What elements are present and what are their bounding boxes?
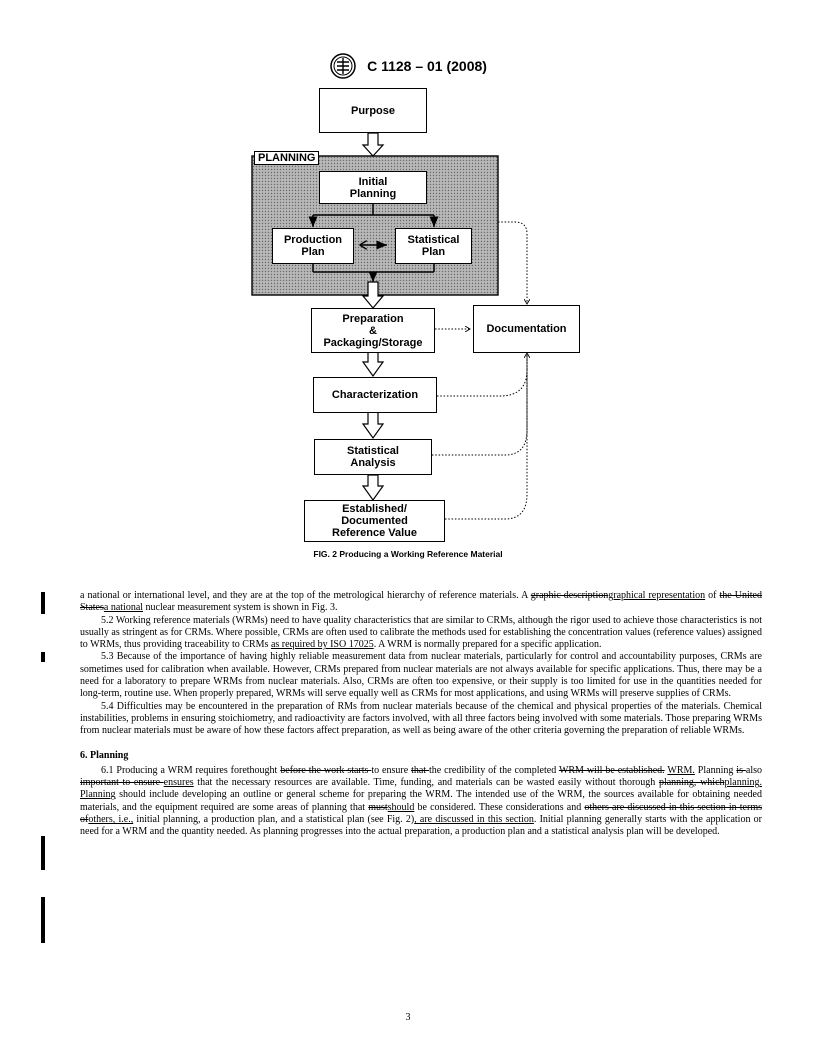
paragraph-continuation: a national or international level, and they are at the top of the metrological hierarchy of reference materials. A graphic descriptiongraphical representation of the United Statesa national nuclear measurement system is shown in Fig. 3. — [80, 590, 762, 614]
characterization-label: Characterization — [331, 389, 419, 401]
paragraph-5-2: 5.2 Working reference materials (WRMs) need to have quality characteristics that are similar to CRMs, although the rigor used to achieve those characteristics is not usually as stringent as for CRMs. Where possible, CRMs are often used to calibrate the methods used for establishing the concentration values (reference values) assigned to WRMs, thus providing traceability to CRMs as required by ISO 17025. A WRM is normally prepared for a specific application. — [80, 614, 762, 651]
characterization-box — [313, 377, 437, 413]
page-number: 3 — [405, 1012, 411, 1023]
established-label-2: Documented — [341, 515, 408, 527]
figure-caption: FIG. 2 Producing a Working Reference Material — [313, 549, 503, 559]
body-text — [80, 590, 762, 839]
initial-planning-label-1: Initial — [358, 175, 388, 188]
change-bar — [41, 897, 45, 943]
statistical-analysis-label-2: Analysis — [350, 457, 396, 469]
production-plan-box — [272, 228, 354, 264]
standard-designation: C 1128 – 01 (2008) — [367, 58, 487, 74]
documentation-box — [473, 305, 580, 353]
preparation-box — [311, 308, 435, 353]
statistical-analysis-box — [314, 439, 432, 475]
paragraph-5-4: 5.4 Difficulties may be encountered in the preparation of RMs from nuclear materials because of the chemical and physical properties of the materials. Chemical instabilities, problems in ensuring stoichiometry, and radioactivity are factors involved, with all three factors being involved with some materials. Those preparing WRMs from nuclear materials must be aware of how these factors affect preparation, as well as being aware of the other criteria governing the preparation of reliable WRMs. — [80, 700, 762, 737]
purpose-label: Purpose — [350, 104, 395, 117]
paragraph-5-3: 5.3 Because of the importance of having highly reliable measurement data from nuclear materials, particularly for control and accountability purposes, CRMs are sometimes used for calibration when available. However, CRMs prepared from nuclear materials are not always available for specific applications. Thus, there may be a need for a laboratory to prepare WRMs from nuclear materials. Also, CRMs are often too expensive, or their supply is too limited for use in the quantities needed for long-term, routine use. When properly prepared, WRMs will serve equally well as CRMs for most applications, and using WRMs will preserve supplies of CRMs. — [80, 651, 762, 700]
statistical-plan-box — [395, 228, 472, 264]
planning-label: PLANNING — [254, 151, 319, 165]
change-bar — [41, 592, 45, 614]
production-plan-label-2: Plan — [301, 246, 325, 258]
purpose-box — [319, 88, 427, 133]
initial-planning-box — [319, 171, 427, 204]
preparation-label-1: Preparation — [342, 312, 404, 325]
established-label-1: Established/ — [342, 503, 407, 515]
statistical-plan-label-2: Plan — [421, 246, 446, 258]
preparation-label-3: Packaging/Storage — [323, 336, 423, 349]
documentation-label: Documentation — [486, 323, 567, 335]
established-value-box — [304, 500, 445, 542]
change-bar — [41, 836, 45, 870]
statistical-plan-label-1: Statistical — [407, 234, 460, 246]
established-label-3: Reference Value — [332, 527, 417, 539]
preparation-label-2: & — [369, 324, 377, 337]
statistical-analysis-label-1: Statistical — [347, 445, 399, 457]
production-plan-label-1: Production — [283, 234, 343, 246]
initial-planning-label-2: Planning — [349, 187, 397, 200]
change-bar — [41, 652, 45, 662]
section-heading-planning: 6. Planning — [80, 749, 129, 761]
paragraph-6-1: 6.1 Producing a WRM requires forethought before the work starts to ensure that the credibility of the completed WRM will be established. WRM. Planning is also important to ensure ensures that the necessary resources are available. Time, funding, and materials can be wasted easily without thorough planning, whichplanning. Planning should include developing an outline or general scheme for preparing the WRM. The intended use of the WRM, the sources available for obtaining needed materials, and the equipment required are some areas of planning that mustshould be considered. These considerations and others are discussed in this section in terms ofothers, i.e., initial planning, a production plan, and a statistical plan (see Fig. 2), are discussed in this section. Initial planning generally starts with the application or need for a WRM and the quantity needed. As planning progresses into the actual preparation, a production plan and a statistical analysis plan will be developed. — [80, 764, 763, 838]
